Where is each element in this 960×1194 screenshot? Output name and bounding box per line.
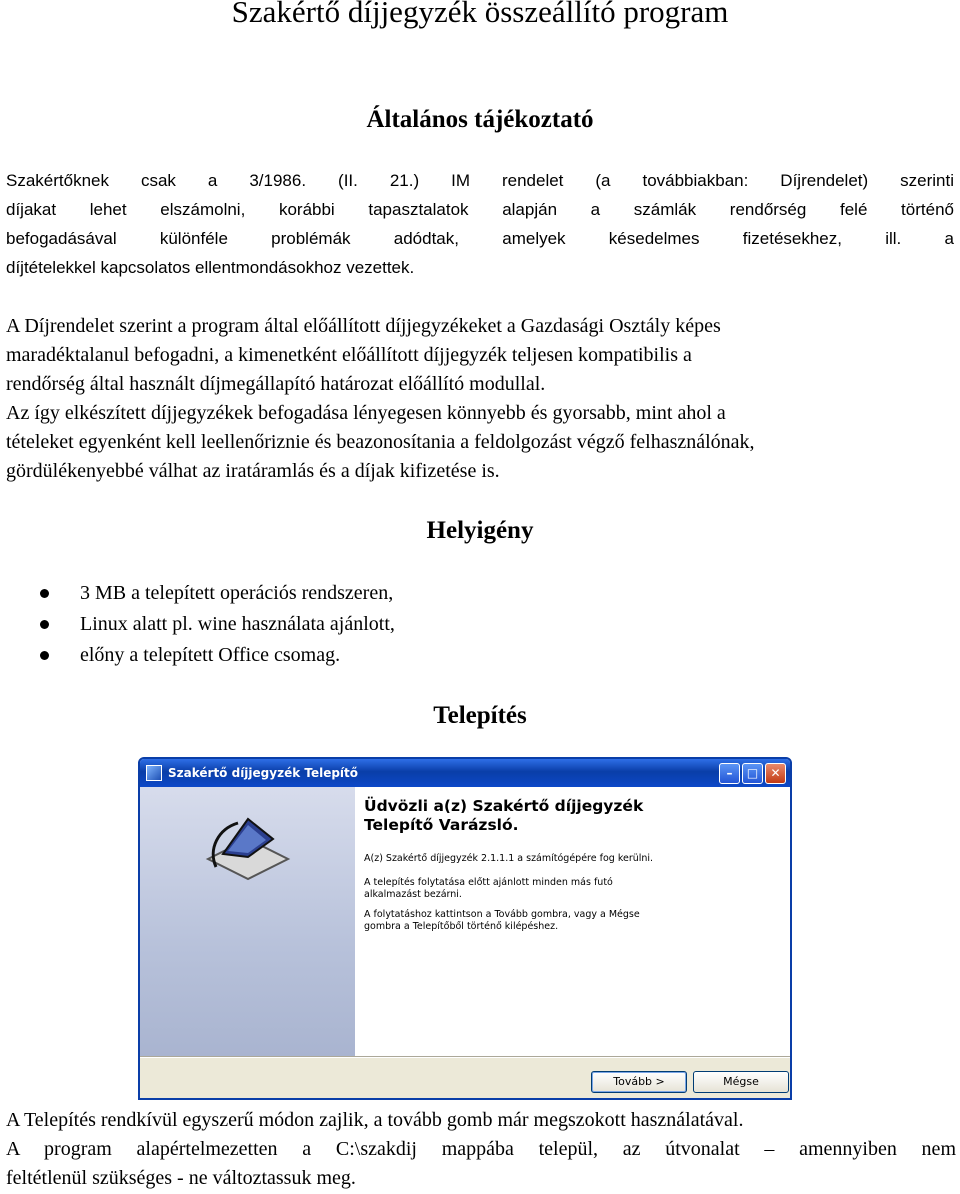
text-line: alkalmazást bezárni. <box>364 889 462 900</box>
text-line: díjtételekkel kapcsolatos ellentmondásokhoz vezettek. <box>6 258 415 277</box>
list-item <box>0 609 395 640</box>
installer-separator <box>140 1056 790 1058</box>
text-line: gördülékenyebbé válhat az iratáramlás és a díjak kifizetése is. <box>6 460 500 482</box>
document-title: Szakértő díjjegyzék összeállító program <box>231 0 729 29</box>
wizard-side-panel <box>140 787 355 1056</box>
installer-body <box>140 787 790 1056</box>
welcome-title <box>364 797 784 835</box>
text-line: feltétlenül szükséges - ne változtassuk meg. <box>6 1167 356 1189</box>
paragraph-installation <box>6 1106 956 1193</box>
maximize-icon[interactable]: □ <box>742 763 763 784</box>
text-line: A Díjrendelet szerint a program által előállított díjjegyzékeket a Gazdasági Osztály képes <box>6 315 721 337</box>
list-item-text: Linux alatt pl. wine használata ajánlott, <box>80 613 395 635</box>
list-item-text: előny a telepített Office csomag. <box>80 644 341 666</box>
heading-space-requirement: Helyigény <box>426 517 534 544</box>
text-line: A Telepítés rendkívül egyszerű módon zajlik, a tovább gomb már megszokott használatával. <box>6 1109 744 1131</box>
heading-general-info: Általános tájékoztató <box>366 106 594 133</box>
next-button[interactable]: Tovább > <box>591 1071 687 1093</box>
installer-intro-text: A(z) Szakértő díjjegyzék 2.1.1.1 a számítógépére fog kerülni. <box>364 853 654 864</box>
text-line: Szakértőknek csak a 3/1986. (II. 21.) IM rendelet (a továbbiakban: Díjrendelet) szerinti <box>6 171 954 190</box>
computer-install-icon <box>198 809 298 889</box>
text-line: gombra a Telepítőből történő kilépéshez. <box>364 921 559 932</box>
close-icon[interactable]: ✕ <box>765 763 786 784</box>
minimize-icon[interactable]: – <box>719 763 740 784</box>
paragraph-fee-decree <box>6 166 954 282</box>
text-line: díjakat lehet elszámolni, korábbi tapasztalatok alapján a számlák rendőrség felé történő <box>6 200 954 219</box>
text-line: A program alapértelmezetten a C:\szakdij mappába települ, az útvonalat – amennyiben nem <box>6 1138 956 1160</box>
text-line: Az így elkészített díjjegyzékek befogadása lényegesen könnyebb és gyorsabb, mint ahol a <box>6 402 726 424</box>
requirements-list <box>0 578 395 671</box>
text-line: A folytatáshoz kattintson a Tovább gombra, vagy a Mégse <box>364 909 640 920</box>
text-line: maradéktalanul befogadni, a kimenetként előállított díjjegyzék teljesen kompatibilis a <box>6 344 692 366</box>
heading-installation: Telepítés <box>433 702 527 729</box>
bullet-icon <box>40 589 49 598</box>
installer-continue-text <box>364 909 784 933</box>
list-item-text: 3 MB a telepített operációs rendszeren, <box>80 582 394 604</box>
installer-window-title: Szakértő díjjegyzék Telepítő <box>168 766 359 780</box>
list-item <box>0 578 395 609</box>
text-line: A telepítés folytatása előtt ajánlott minden más futó <box>364 877 613 888</box>
installer-app-icon <box>146 765 162 781</box>
welcome-title-line: Telepítő Varázsló. <box>364 816 519 834</box>
text-line: befogadásával különféle problémák adódtak, amelyek késedelmes fizetésekhez, ill. a <box>6 229 954 248</box>
text-line: rendőrség által használt díjmegállapító határozat előállító modullal. <box>6 373 546 395</box>
bullet-icon <box>40 620 49 629</box>
installer-titlebar <box>140 759 790 787</box>
list-item <box>0 640 395 671</box>
cancel-button[interactable]: Mégse <box>693 1071 789 1093</box>
bullet-icon <box>40 651 49 660</box>
text-line: tételeket egyenként kell leellenőriznie és beazonosítania a feldolgozást végző felhasználónak, <box>6 431 755 453</box>
installer-close-apps-text <box>364 877 784 901</box>
welcome-title-line: Üdvözli a(z) Szakértő díjjegyzék <box>364 797 644 815</box>
paragraph-compatibility <box>6 312 956 486</box>
installer-window-screenshot <box>138 757 792 1100</box>
